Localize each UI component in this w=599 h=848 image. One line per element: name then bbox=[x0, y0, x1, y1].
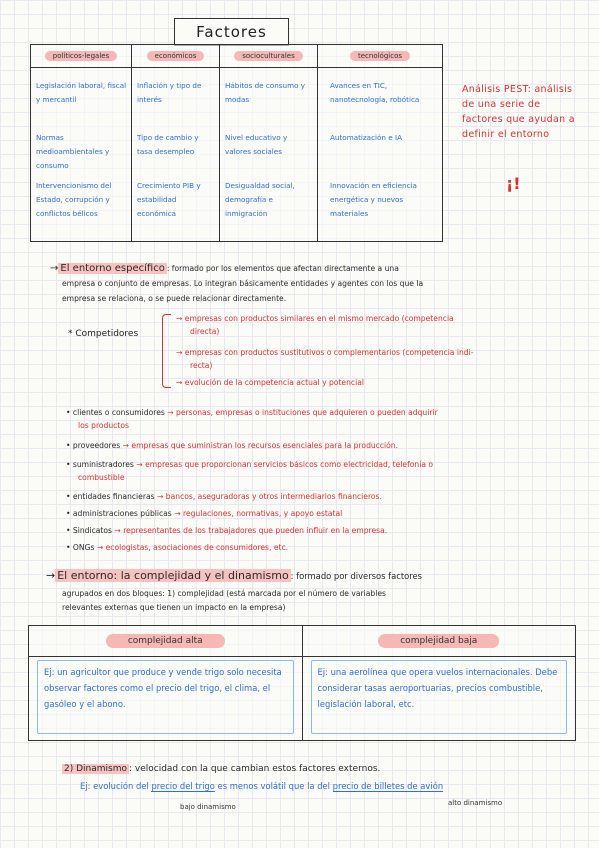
column-header: socioculturales bbox=[234, 51, 302, 61]
competitor-item: → evolución de la competencia actual y potencial bbox=[176, 378, 364, 387]
table-cell: Tipo de cambio y tasa desempleo bbox=[137, 133, 199, 156]
brace-icon bbox=[162, 314, 171, 388]
table-cell: Innovación en eficiencia energética y nuevos materiales bbox=[330, 181, 417, 218]
table-cell: Legislación laboral, fiscal y mercantil bbox=[36, 81, 127, 104]
complexity-line3: relevantes externas que tienen un impacto en la empresa) bbox=[62, 603, 286, 612]
table-cell: Avances en TIC, nanotecnología, robótica bbox=[330, 81, 420, 104]
complexity-low-example: Ej: una aerolínea que opera vuelos internacionales. Debe considerar tasas aeroportuarias, precios combustible, legislación laboral, etc. bbox=[311, 660, 568, 734]
dynamism-text: : velocidad con la que cambian estos factores externos. bbox=[128, 764, 381, 774]
competitors-label-row bbox=[68, 329, 138, 339]
column-tecnologicos bbox=[318, 45, 442, 241]
arrow-icon: → bbox=[50, 263, 59, 274]
factor-table bbox=[30, 44, 443, 242]
column-complexity-high bbox=[29, 626, 303, 740]
column-header: complejidad alta bbox=[106, 634, 225, 648]
list-item: • proveedores → empresas que suministran los recursos esenciales para la producción. bbox=[66, 441, 399, 450]
competitor-item-cont: recta) bbox=[190, 361, 213, 370]
list-item: • administraciones públicas → regulaciones, normativas, y apoyo estatal bbox=[66, 509, 343, 518]
dynamism-label: 2) Dinamismo bbox=[64, 764, 127, 774]
table-cell: Inflación y tipo de interés bbox=[137, 81, 202, 104]
complexity-heading: El entorno: la complejidad y el dinamismo bbox=[57, 569, 289, 582]
complexity-high-example: Ej: un agricultor que produce y vende trigo solo necesita observar factores como el precio del trigo, el clima, el gasóleo y el abono. bbox=[37, 660, 294, 734]
specific-intro: : formado por los elementos que afectan directamente a una bbox=[166, 264, 399, 273]
complexity-heading-line bbox=[46, 568, 422, 584]
low-dynamism-span: precio del trigo bbox=[151, 781, 215, 791]
list-item: • entidades financieras → bancos, aseguradoras y otros intermediarios financieros. bbox=[66, 492, 382, 501]
exclamation-icon: ¡! bbox=[506, 174, 521, 193]
low-dynamism-tag: bajo dinamismo bbox=[180, 803, 236, 811]
competitor-item: → empresas con productos sustitutivos o complementarios (competencia indi- bbox=[176, 348, 474, 357]
specific-heading: El entorno específico bbox=[60, 263, 165, 274]
specific-line2: empresa o conjunto de empresas. Lo integran básicamente entidades y agentes con los que la bbox=[62, 279, 424, 288]
table-cell: Desigualdad social, demografía e inmigración bbox=[225, 181, 295, 218]
complexity-intro: : formado por diversos factores bbox=[290, 571, 423, 581]
list-item: • Sindicatos → representantes de los trabajadores que pueden influir en la empresa. bbox=[66, 526, 388, 535]
specific-line3: empresa se relaciona, o se puede relacionar directamente. bbox=[62, 294, 287, 303]
table-cell: Crecimiento PIB y estabilidad económica bbox=[137, 181, 201, 218]
complexity-line2: agrupados en dos bloques: 1) complejidad (está marcada por el número de variables bbox=[62, 589, 386, 598]
table-cell: Normas medioambientales y consumo bbox=[36, 133, 110, 170]
dynamism-line bbox=[62, 762, 380, 776]
dynamism-example: Ej: evolución del precio del trigo es menos volátil que la del precio de billetes de avión bbox=[80, 781, 444, 791]
arrow-icon: → bbox=[46, 569, 56, 582]
list-item: • suministradores → empresas que proporcionan servicios básicos como electricidad, telefonía o bbox=[66, 460, 434, 469]
complexity-table bbox=[28, 625, 576, 741]
list-item: • clientes o consumidores → personas, empresas o instituciones que adquieren o pueden adquirir bbox=[66, 408, 438, 417]
column-header: tecnológicos bbox=[350, 51, 410, 61]
table-cell: Nivel educativo y valores sociales bbox=[225, 133, 288, 156]
list-item: • ONGs → ecologistas, asociaciones de consumidores, etc. bbox=[66, 543, 289, 552]
high-dynamism-span: precio de billetes de avión bbox=[332, 781, 444, 791]
list-item-cont: los productos bbox=[78, 421, 129, 430]
competitor-item: → empresas con productos similares en el mismo mercado (competencia bbox=[176, 314, 454, 323]
table-cell: Automatización e IA bbox=[330, 133, 403, 142]
star-icon: * bbox=[68, 329, 73, 339]
column-socioculturales bbox=[220, 45, 318, 241]
column-economicos bbox=[132, 45, 220, 241]
column-header: complejidad baja bbox=[378, 634, 499, 648]
competitors-label: Competidores bbox=[75, 329, 139, 339]
column-header: económicos bbox=[147, 51, 205, 61]
competitor-item-cont: directa) bbox=[190, 327, 220, 336]
pest-note: Análisis PEST: análisis de una serie de factores que ayudan a definir el entorno bbox=[462, 84, 575, 140]
column-politicos-legales bbox=[31, 45, 132, 241]
column-complexity-low bbox=[303, 626, 576, 740]
table-cell: Hábitos de consumo y modas bbox=[225, 81, 306, 104]
page-title: Factores bbox=[174, 18, 289, 46]
table-cell: Intervencionismo del Estado, corrupción y conflictos bélicos bbox=[36, 181, 112, 218]
high-dynamism-tag: alto dinamismo bbox=[448, 799, 503, 807]
column-header: políticos-legales bbox=[45, 51, 118, 61]
list-item-cont: combustible bbox=[78, 473, 125, 482]
specific-heading-line bbox=[50, 262, 570, 276]
